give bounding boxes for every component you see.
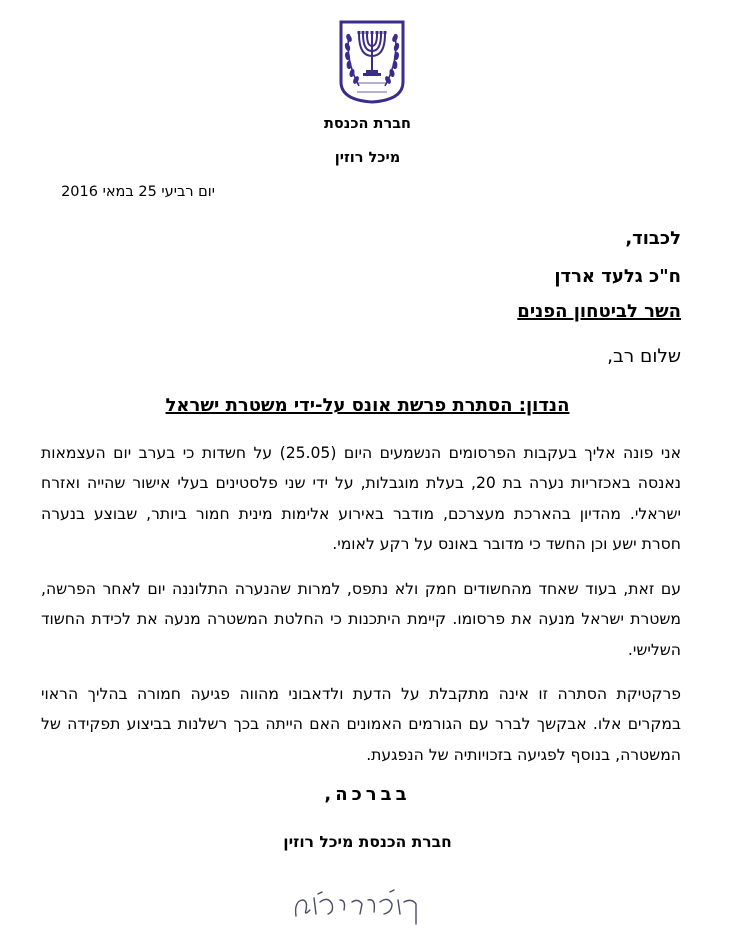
closing: בברכה, <box>324 784 411 805</box>
greeting: שלום רב, <box>607 346 681 367</box>
body-paragraph: עם זאת, בעוד שאחד מהחשודים חמק ולא נתפס, למרות שהנערה התלוננה יום לאחר הפרשה, משטרת ישראל מנעה את פרסומו. קיימת היתכנות כי החלטת המשטרה מנעה את לכידת החשוד השלישי. <box>41 580 681 659</box>
letter-subject: הנדון: הסתרת פרשת אונס על-ידי משטרת ישראל <box>165 395 570 416</box>
handwritten-signature-icon <box>288 880 428 930</box>
letterhead-org: חברת הכנסת <box>324 116 411 132</box>
body-paragraph: פרקטיקת הסתרה זו אינה מתקבלת על הדעת ולדאבוני מהווה פגיעה חמורה בהליך הראוי במקרים אלו. אבקשך לברר עם הגורמים האמונים האם הייתה בכך רשלנות בביצוע תפקידה של המשטרה, בנוסף לפגיעה בזכויותיה של הנפגעת. <box>41 685 681 764</box>
recipient-salutation: לכבוד, <box>625 228 681 249</box>
recipient-title: השר לביטחון הפנים <box>517 301 681 322</box>
letterhead-mk-name: מיכל רוזין <box>334 150 401 166</box>
body-paragraph: אני פונה אליך בעקבות הפרסומים הנשמעים היום (25.05) על חשדות כי בערב יום העצמאות נאנסה באכזריות נערה בת 20, בעלת מוגבלות, על ידי שני פלסטינים בעלי אישור שהייה ואזרח ישראלי. מהדיון בהארכת מעצרכם, מודבר באירוע אלימות מינית חמור ביותר, שבוצע בנערה חסרת ישע וכן החשד כי מדובר באונס על רקע לאומי. <box>41 444 681 553</box>
letter-date: יום רביעי 25 במאי 2016 <box>61 184 215 200</box>
signer-name: חברת הכנסת מיכל רוזין <box>283 833 452 851</box>
state-emblem-icon <box>337 20 407 104</box>
recipient-name: ח"כ גלעד ארדן <box>554 266 681 287</box>
